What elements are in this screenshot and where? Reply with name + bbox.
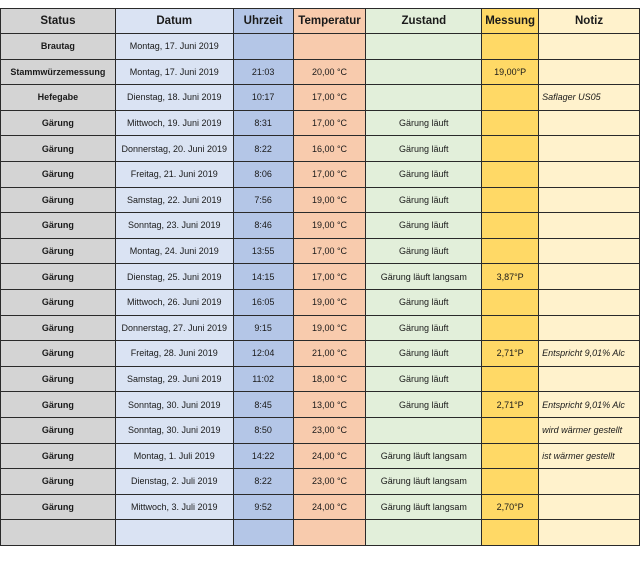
cell-datum[interactable]: Mittwoch, 26. Juni 2019 bbox=[115, 289, 233, 315]
header-zustand[interactable]: Zustand bbox=[366, 9, 482, 34]
cell-status[interactable]: Gärung bbox=[1, 238, 116, 264]
cell-temperatur[interactable] bbox=[293, 34, 366, 60]
cell-messung[interactable]: 3,87°P bbox=[482, 264, 539, 290]
cell-status[interactable]: Stammwürzemessung bbox=[1, 59, 116, 85]
cell-uhrzeit[interactable]: 21:03 bbox=[233, 59, 293, 85]
cell-messung[interactable] bbox=[482, 136, 539, 162]
cell-uhrzeit[interactable] bbox=[233, 34, 293, 60]
cell-uhrzeit[interactable]: 10:17 bbox=[233, 85, 293, 111]
cell-status[interactable]: Gärung bbox=[1, 366, 116, 392]
cell-messung[interactable] bbox=[482, 187, 539, 213]
cell-zustand[interactable] bbox=[366, 520, 482, 546]
cell-datum[interactable]: Mittwoch, 19. Juni 2019 bbox=[115, 110, 233, 136]
cell-notiz[interactable] bbox=[539, 59, 640, 85]
cell-datum[interactable] bbox=[115, 520, 233, 546]
table-row bbox=[1, 110, 640, 136]
cell-status[interactable] bbox=[1, 520, 116, 546]
cell-datum[interactable]: Montag, 1. Juli 2019 bbox=[115, 443, 233, 469]
cell-status[interactable]: Gärung bbox=[1, 494, 116, 520]
header-messung[interactable]: Messung bbox=[482, 9, 539, 34]
cell-messung[interactable] bbox=[482, 315, 539, 341]
table-row bbox=[1, 315, 640, 341]
cell-notiz[interactable] bbox=[539, 213, 640, 239]
cell-datum[interactable]: Dienstag, 18. Juni 2019 bbox=[115, 85, 233, 111]
cell-messung[interactable] bbox=[482, 85, 539, 111]
cell-notiz[interactable] bbox=[539, 34, 640, 60]
cell-notiz[interactable] bbox=[539, 289, 640, 315]
cell-datum[interactable]: Samstag, 29. Juni 2019 bbox=[115, 366, 233, 392]
table-row bbox=[1, 187, 640, 213]
cell-messung[interactable]: 2,71°P bbox=[482, 341, 539, 367]
cell-messung[interactable] bbox=[482, 366, 539, 392]
cell-zustand[interactable]: Gärung läuft bbox=[366, 238, 482, 264]
cell-temperatur[interactable]: 13,00 °C bbox=[293, 392, 366, 418]
cell-uhrzeit[interactable]: 8:50 bbox=[233, 417, 293, 443]
cell-temperatur[interactable]: 17,00 °C bbox=[293, 161, 366, 187]
cell-temperatur[interactable]: 23,00 °C bbox=[293, 469, 366, 495]
header-row bbox=[1, 9, 640, 34]
cell-datum[interactable]: Montag, 17. Juni 2019 bbox=[115, 59, 233, 85]
cell-notiz[interactable]: Entspricht 9,01% Alc bbox=[539, 392, 640, 418]
cell-uhrzeit[interactable]: 16:05 bbox=[233, 289, 293, 315]
cell-notiz[interactable] bbox=[539, 469, 640, 495]
cell-datum[interactable]: Montag, 24. Juni 2019 bbox=[115, 238, 233, 264]
table-row bbox=[1, 289, 640, 315]
cell-temperatur[interactable]: 17,00 °C bbox=[293, 238, 366, 264]
cell-zustand[interactable]: Gärung läuft bbox=[366, 110, 482, 136]
cell-uhrzeit[interactable]: 8:22 bbox=[233, 136, 293, 162]
table-row bbox=[1, 161, 640, 187]
table-row bbox=[1, 213, 640, 239]
cell-messung[interactable] bbox=[482, 417, 539, 443]
header-datum[interactable]: Datum bbox=[115, 9, 233, 34]
cell-zustand[interactable] bbox=[366, 34, 482, 60]
cell-messung[interactable] bbox=[482, 520, 539, 546]
cell-notiz[interactable]: ist wärmer gestellt bbox=[539, 443, 640, 469]
cell-zustand[interactable]: Gärung läuft bbox=[366, 366, 482, 392]
cell-uhrzeit[interactable]: 8:22 bbox=[233, 469, 293, 495]
cell-uhrzeit[interactable]: 14:22 bbox=[233, 443, 293, 469]
cell-temperatur[interactable]: 17,00 °C bbox=[293, 85, 366, 111]
cell-temperatur[interactable]: 17,00 °C bbox=[293, 264, 366, 290]
cell-datum[interactable]: Freitag, 28. Juni 2019 bbox=[115, 341, 233, 367]
cell-uhrzeit[interactable]: 14:15 bbox=[233, 264, 293, 290]
cell-uhrzeit[interactable]: 9:15 bbox=[233, 315, 293, 341]
cell-messung[interactable] bbox=[482, 34, 539, 60]
table-row bbox=[1, 264, 640, 290]
cell-datum[interactable]: Samstag, 22. Juni 2019 bbox=[115, 187, 233, 213]
cell-notiz[interactable] bbox=[539, 161, 640, 187]
cell-datum[interactable]: Sonntag, 30. Juni 2019 bbox=[115, 417, 233, 443]
table-row bbox=[1, 443, 640, 469]
cell-status[interactable]: Gärung bbox=[1, 443, 116, 469]
cell-temperatur[interactable]: 24,00 °C bbox=[293, 494, 366, 520]
header-status[interactable]: Status bbox=[1, 9, 116, 34]
cell-notiz[interactable] bbox=[539, 136, 640, 162]
cell-uhrzeit[interactable]: 8:45 bbox=[233, 392, 293, 418]
cell-temperatur[interactable]: 19,00 °C bbox=[293, 315, 366, 341]
cell-temperatur[interactable]: 18,00 °C bbox=[293, 366, 366, 392]
cell-messung[interactable]: 2,70°P bbox=[482, 494, 539, 520]
table-row bbox=[1, 520, 640, 546]
cell-temperatur[interactable]: 17,00 °C bbox=[293, 110, 366, 136]
table-row bbox=[1, 136, 640, 162]
cell-notiz[interactable]: Saflager US05 bbox=[539, 85, 640, 111]
cell-status[interactable]: Gärung bbox=[1, 161, 116, 187]
table-row bbox=[1, 59, 640, 85]
brew-log-table bbox=[0, 8, 640, 546]
cell-notiz[interactable] bbox=[539, 187, 640, 213]
cell-status[interactable]: Gärung bbox=[1, 136, 116, 162]
table-row bbox=[1, 417, 640, 443]
cell-messung[interactable] bbox=[482, 443, 539, 469]
cell-status[interactable]: Gärung bbox=[1, 417, 116, 443]
cell-messung[interactable] bbox=[482, 213, 539, 239]
cell-uhrzeit[interactable] bbox=[233, 520, 293, 546]
cell-zustand[interactable]: Gärung läuft bbox=[366, 341, 482, 367]
cell-temperatur[interactable]: 19,00 °C bbox=[293, 187, 366, 213]
cell-messung[interactable]: 2,71°P bbox=[482, 392, 539, 418]
cell-status[interactable]: Gärung bbox=[1, 187, 116, 213]
cell-uhrzeit[interactable]: 8:31 bbox=[233, 110, 293, 136]
table-row bbox=[1, 238, 640, 264]
header-temperatur[interactable]: Temperatur bbox=[293, 9, 366, 34]
cell-temperatur[interactable]: 24,00 °C bbox=[293, 443, 366, 469]
cell-uhrzeit[interactable]: 11:02 bbox=[233, 366, 293, 392]
cell-temperatur[interactable]: 16,00 °C bbox=[293, 136, 366, 162]
cell-zustand[interactable]: Gärung läuft langsam bbox=[366, 469, 482, 495]
cell-zustand[interactable] bbox=[366, 417, 482, 443]
cell-zustand[interactable]: Gärung läuft bbox=[366, 161, 482, 187]
cell-status[interactable]: Gärung bbox=[1, 289, 116, 315]
cell-status[interactable]: Gärung bbox=[1, 341, 116, 367]
table-row bbox=[1, 494, 640, 520]
cell-notiz[interactable] bbox=[539, 238, 640, 264]
cell-uhrzeit[interactable]: 9:52 bbox=[233, 494, 293, 520]
header-uhrzeit[interactable]: Uhrzeit bbox=[233, 9, 293, 34]
cell-datum[interactable]: Sonntag, 30. Juni 2019 bbox=[115, 392, 233, 418]
table-row bbox=[1, 392, 640, 418]
cell-zustand[interactable]: Gärung läuft bbox=[366, 136, 482, 162]
cell-datum[interactable]: Mittwoch, 3. Juli 2019 bbox=[115, 494, 233, 520]
cell-zustand[interactable]: Gärung läuft bbox=[366, 315, 482, 341]
table-row bbox=[1, 469, 640, 495]
cell-temperatur[interactable] bbox=[293, 520, 366, 546]
cell-notiz[interactable] bbox=[539, 366, 640, 392]
cell-notiz[interactable] bbox=[539, 494, 640, 520]
table-row bbox=[1, 34, 640, 60]
cell-status[interactable]: Gärung bbox=[1, 213, 116, 239]
cell-messung[interactable] bbox=[482, 289, 539, 315]
cell-datum[interactable]: Donnerstag, 20. Juni 2019 bbox=[115, 136, 233, 162]
cell-zustand[interactable]: Gärung läuft langsam bbox=[366, 443, 482, 469]
table-body bbox=[1, 34, 640, 546]
cell-temperatur[interactable]: 21,00 °C bbox=[293, 341, 366, 367]
cell-datum[interactable]: Freitag, 21. Juni 2019 bbox=[115, 161, 233, 187]
cell-temperatur[interactable]: 20,00 °C bbox=[293, 59, 366, 85]
cell-messung[interactable] bbox=[482, 238, 539, 264]
cell-notiz[interactable] bbox=[539, 520, 640, 546]
cell-uhrzeit[interactable]: 7:56 bbox=[233, 187, 293, 213]
cell-notiz[interactable]: Entspricht 9,01% Alc bbox=[539, 341, 640, 367]
cell-datum[interactable]: Montag, 17. Juni 2019 bbox=[115, 34, 233, 60]
cell-zustand[interactable] bbox=[366, 85, 482, 111]
cell-temperatur[interactable]: 19,00 °C bbox=[293, 213, 366, 239]
cell-status[interactable]: Gärung bbox=[1, 392, 116, 418]
cell-messung[interactable] bbox=[482, 161, 539, 187]
cell-messung[interactable] bbox=[482, 469, 539, 495]
cell-messung[interactable]: 19,00°P bbox=[482, 59, 539, 85]
cell-temperatur[interactable]: 19,00 °C bbox=[293, 289, 366, 315]
cell-notiz[interactable] bbox=[539, 264, 640, 290]
cell-messung[interactable] bbox=[482, 110, 539, 136]
cell-temperatur[interactable]: 23,00 °C bbox=[293, 417, 366, 443]
cell-uhrzeit[interactable]: 8:06 bbox=[233, 161, 293, 187]
cell-uhrzeit[interactable]: 12:04 bbox=[233, 341, 293, 367]
cell-datum[interactable]: Dienstag, 25. Juni 2019 bbox=[115, 264, 233, 290]
cell-status[interactable]: Gärung bbox=[1, 110, 116, 136]
table-row bbox=[1, 341, 640, 367]
cell-notiz[interactable]: wird wärmer gestellt bbox=[539, 417, 640, 443]
cell-status[interactable]: Hefegabe bbox=[1, 85, 116, 111]
cell-zustand[interactable]: Gärung läuft bbox=[366, 392, 482, 418]
table-row bbox=[1, 366, 640, 392]
cell-zustand[interactable]: Gärung läuft bbox=[366, 187, 482, 213]
cell-notiz[interactable] bbox=[539, 110, 640, 136]
cell-zustand[interactable]: Gärung läuft bbox=[366, 289, 482, 315]
cell-status[interactable]: Gärung bbox=[1, 469, 116, 495]
table-row bbox=[1, 85, 640, 111]
cell-zustand[interactable]: Gärung läuft langsam bbox=[366, 494, 482, 520]
cell-notiz[interactable] bbox=[539, 315, 640, 341]
cell-datum[interactable]: Sonntag, 23. Juni 2019 bbox=[115, 213, 233, 239]
cell-status[interactable]: Gärung bbox=[1, 315, 116, 341]
cell-zustand[interactable]: Gärung läuft bbox=[366, 213, 482, 239]
cell-uhrzeit[interactable]: 13:55 bbox=[233, 238, 293, 264]
cell-datum[interactable]: Donnerstag, 27. Juni 2019 bbox=[115, 315, 233, 341]
header-notiz[interactable]: Notiz bbox=[539, 9, 640, 34]
cell-datum[interactable]: Dienstag, 2. Juli 2019 bbox=[115, 469, 233, 495]
cell-status[interactable]: Gärung bbox=[1, 264, 116, 290]
cell-zustand[interactable]: Gärung läuft langsam bbox=[366, 264, 482, 290]
cell-status[interactable]: Brautag bbox=[1, 34, 116, 60]
cell-uhrzeit[interactable]: 8:46 bbox=[233, 213, 293, 239]
cell-zustand[interactable] bbox=[366, 59, 482, 85]
